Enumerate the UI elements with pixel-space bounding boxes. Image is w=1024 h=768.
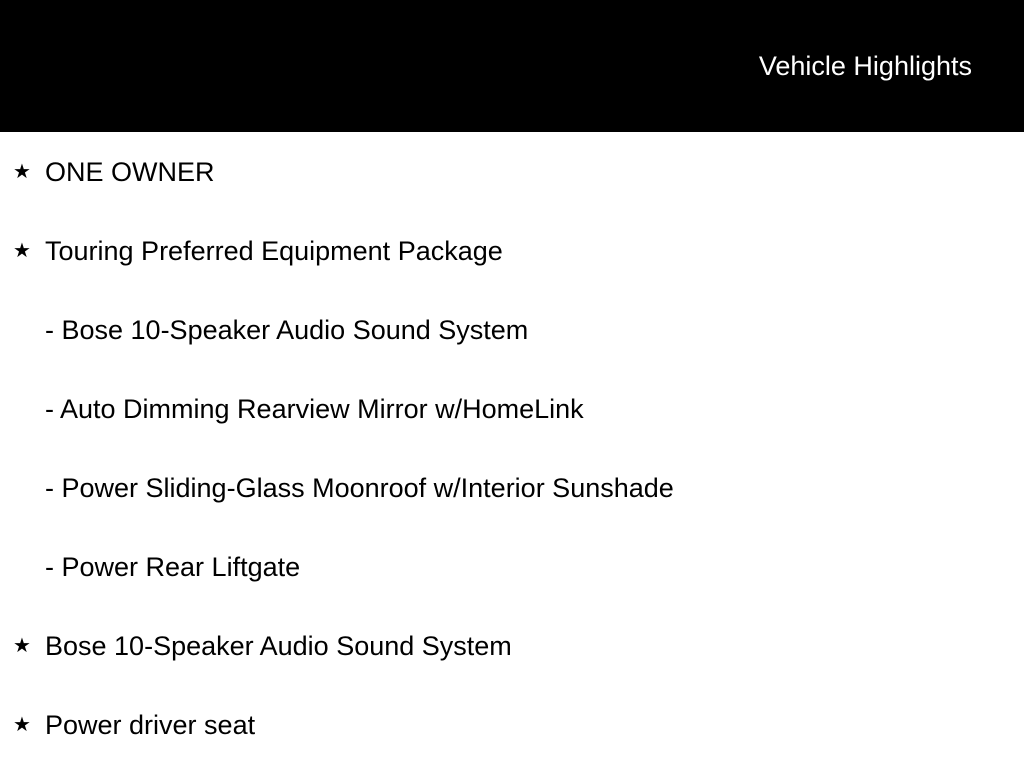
list-item-text: ONE OWNER xyxy=(45,157,215,187)
list-subitem-text: - Auto Dimming Rearview Mirror w/HomeLink xyxy=(45,394,584,424)
page-title: Vehicle Highlights xyxy=(758,51,972,81)
list-item-text: Power driver seat xyxy=(45,710,256,740)
list-item xyxy=(0,626,1024,666)
list-subitem xyxy=(0,547,1024,587)
list-subitem xyxy=(0,310,1024,350)
list-subitem-text: - Bose 10-Speaker Audio Sound System xyxy=(45,315,529,345)
star-icon: ★ xyxy=(13,161,31,183)
star-icon: ★ xyxy=(13,240,31,262)
list-item xyxy=(0,705,1024,745)
star-icon: ★ xyxy=(13,635,31,657)
list-item xyxy=(0,231,1024,271)
list-item-text: Touring Preferred Equipment Package xyxy=(45,236,503,266)
list-subitem xyxy=(0,468,1024,508)
list-item xyxy=(0,152,1024,192)
list-subitem-text: - Power Sliding-Glass Moonroof w/Interior Sunshade xyxy=(45,473,674,503)
list-subitem xyxy=(0,389,1024,429)
list-subitem-text: - Power Rear Liftgate xyxy=(45,552,301,582)
list-item-text: Bose 10-Speaker Audio Sound System xyxy=(45,631,512,661)
header-bar xyxy=(0,0,1024,132)
star-icon: ★ xyxy=(13,714,31,736)
